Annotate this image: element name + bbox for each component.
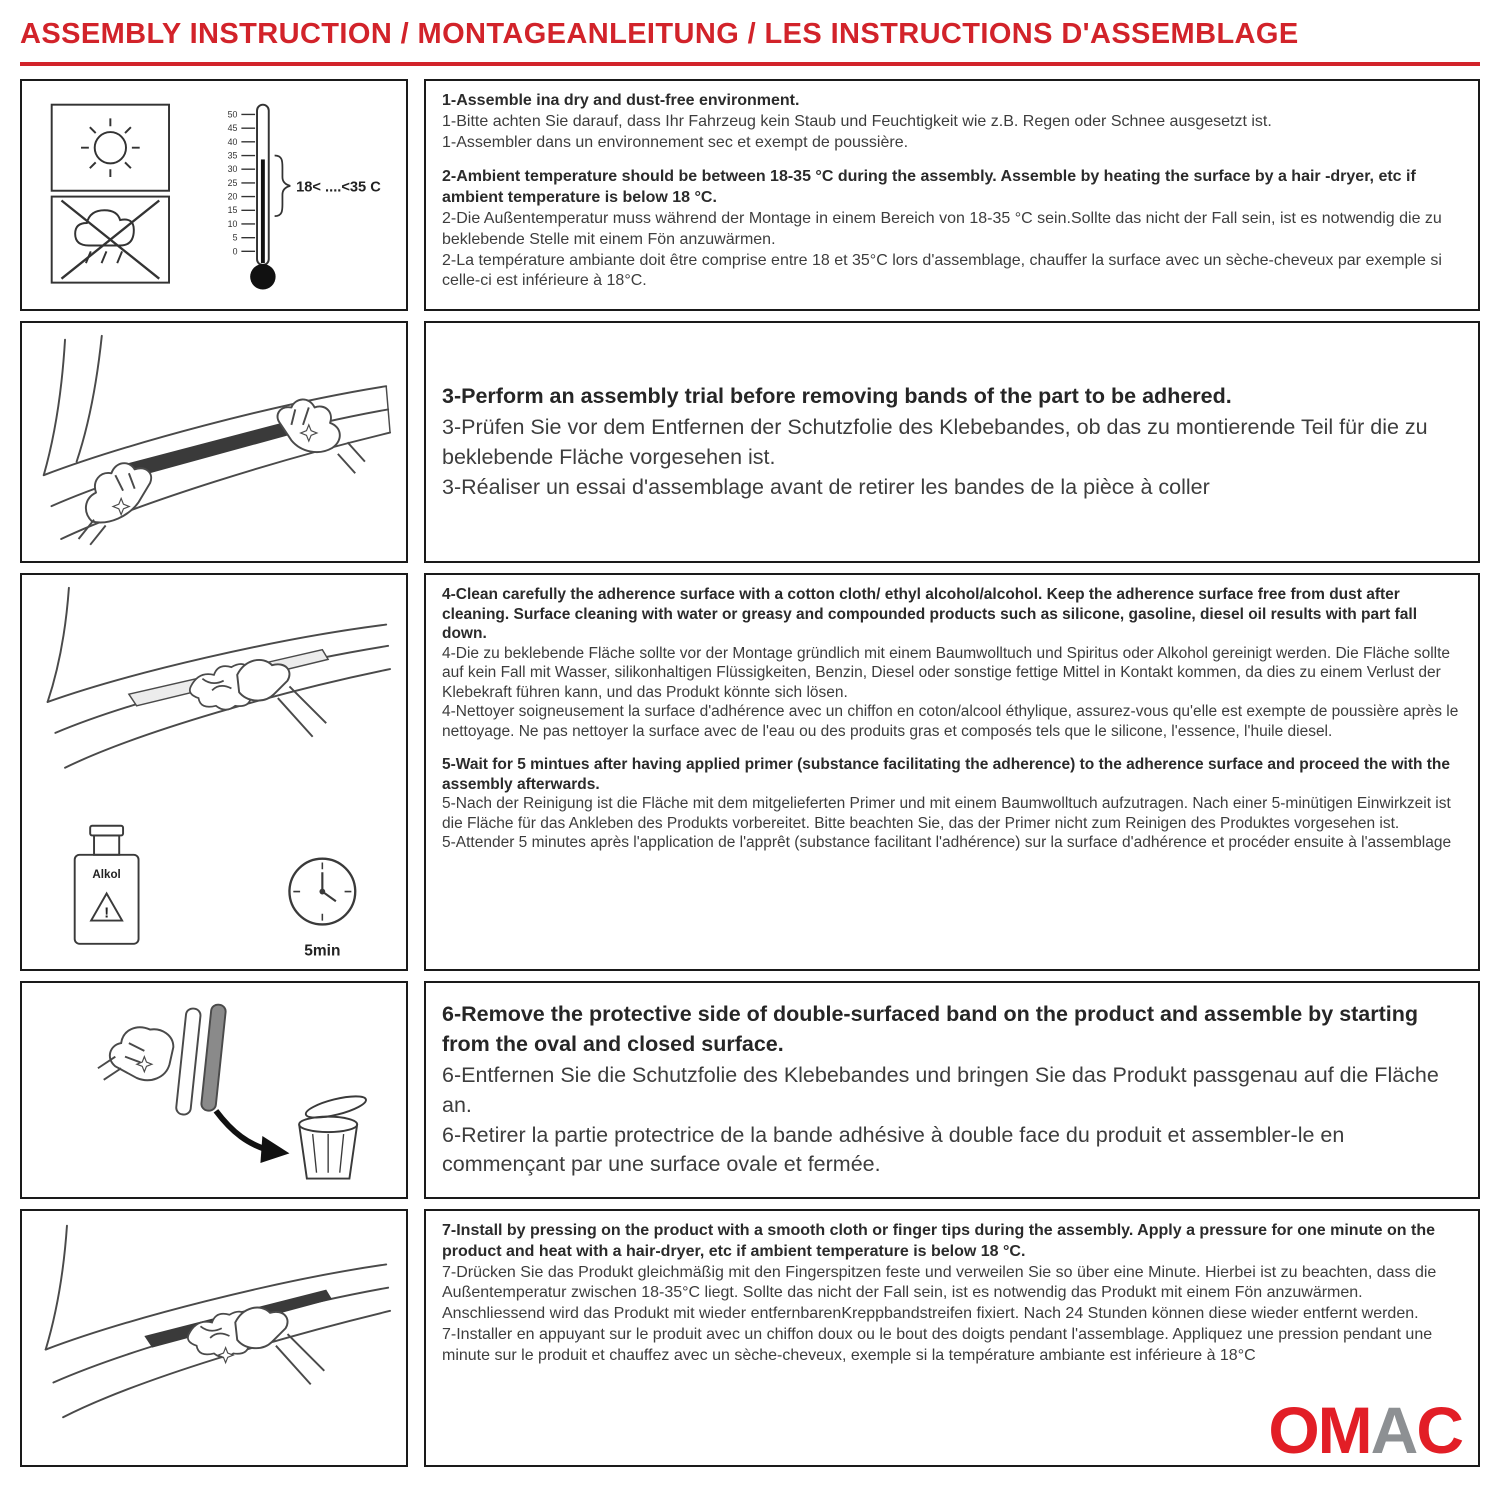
thermometer-icon xyxy=(228,105,382,290)
step3-text-fr: 3-Réaliser un essai d'assemblage avant de retirer les bandes de la pièce à coller xyxy=(442,474,1210,499)
right-hand-icon xyxy=(278,399,365,473)
illustration-box-environment xyxy=(20,79,408,311)
step1-text-de: 1-Bitte achten Sie darauf, dass Ihr Fahrzeug kein Staub und Feuchtigkeit wie z.B. Regen oder Schnee ausgesetzt ist. xyxy=(442,112,1272,130)
clock-icon xyxy=(289,859,355,925)
thermometer-scale-label: 50 xyxy=(227,109,238,120)
instruction-row-environment xyxy=(20,79,1480,311)
instruction-text-band-removal xyxy=(424,981,1480,1199)
assembly-trial-illustration xyxy=(36,332,392,553)
range-brace xyxy=(275,156,291,217)
omac-logo xyxy=(1268,1393,1462,1467)
thermometer-scale-label: 40 xyxy=(227,137,238,148)
step3-text-en: 3-Perform an assembly trial before removing bands of the part to be adhered. xyxy=(442,383,1232,408)
thermometer-scale-label: 15 xyxy=(227,205,238,216)
hand-icon xyxy=(237,660,326,737)
temperature-illustration xyxy=(38,91,390,298)
hand-icon xyxy=(98,1028,173,1081)
step1-text-en: 1-Assemble ina dry and dust-free environment. xyxy=(442,92,800,109)
band-removal-illustration xyxy=(36,987,392,1192)
page-title: ASSEMBLY INSTRUCTION / MONTAGEANLEITUNG / LES INSTRUCTIONS D'ASSEMBLAGE xyxy=(20,18,1299,50)
protective-bands xyxy=(176,1004,227,1115)
alcohol-bottle-icon xyxy=(75,826,139,944)
thermometer-scale-label: 25 xyxy=(227,178,238,189)
thermometer-scale-label: 0 xyxy=(232,246,238,257)
sun-icon xyxy=(81,119,140,178)
step5-text-en: 5-Wait for 5 mintues after having applied primer (substance facilitating the adherence) to the adherence surface and proceed the with the assembly afterwards. xyxy=(442,756,1450,793)
thermometer-scale-label: 10 xyxy=(227,219,238,230)
step3-text-de: 3-Prüfen Sie vor dem Entfernen der Schutzfolie des Klebebandes, ob das zu montierende Teil für die zu beklebende Fläche vorgesehen ist. xyxy=(442,415,1428,469)
step1-text-fr: 1-Assembler dans un environnement sec et exempt de poussière. xyxy=(442,133,909,151)
step2-text-fr: 2-La température ambiante doit être comprise entre 18 et 35°C lors d'assemblage, chauffer la surface avec un sèche-cheveux par exemple si celle-ci est inférieure à 18°C. xyxy=(442,251,1442,290)
illustration-box-pressing xyxy=(20,1209,408,1467)
instruction-row-band-removal xyxy=(20,981,1480,1199)
step2-text-en: 2-Ambient temperature should be between 18-35 °C during the assembly. Assemble by heating the surface by a hair -dryer, etc if ambient temperature is below 18 °C. xyxy=(442,168,1416,207)
step7-text-de: 7-Drücken Sie das Produkt gleichmäßig mit den Fingerspitzen feste und verweilen Sie so über eine Minute. Hierbei ist zu beachten, dass die Außentemperatur zwischen 18-35°C liegt. Sollte das nicht der Fall sein, ist es notwendig das Produkt mit einem Fön anzuwärmen. Anschliessend wird das Produkt mit wieder entfernbarenKreppbandstreifen fixiert. Nach 24 Stunden können diese wieder entfernt werden. xyxy=(442,1263,1437,1323)
step6-text-de: 6-Entfernen Sie die Schutzfolie des Klebebandes und bringen Sie das Produkt passgenau auf die Fläche an. xyxy=(442,1063,1439,1117)
warning-exclamation: ! xyxy=(104,906,110,923)
arrow-icon xyxy=(216,1111,266,1150)
step7-text-en: 7-Install by pressing on the product with a smooth cloth or finger tips during the assembly. Apply a pressure for one minute on the product and heat with a hair-dryer, etc if ambient temperature is below 18 °C. xyxy=(442,1222,1435,1260)
temperature-range-label: 18< ....<35 C xyxy=(296,180,381,197)
instruction-text-environment xyxy=(424,79,1480,311)
step4-text-en: 4-Clean carefully the adherence surface with a cotton cloth/ ethyl alcohol/alcohol. Keep the adherence surface free from dust after cleaning. Surface cleaning with water or greasy and compounded products such as silicone, gasoline, diesel oil results with part fall down. xyxy=(442,586,1418,643)
spacer xyxy=(442,741,1462,755)
left-hand-icon xyxy=(79,463,152,545)
instruction-row-trial xyxy=(20,321,1480,563)
hand-icon xyxy=(235,1308,324,1385)
illustration-box-band-removal xyxy=(20,981,408,1199)
clock-duration-label: 5min xyxy=(304,942,341,960)
thermometer-scale-label: 30 xyxy=(227,164,238,175)
instruction-text-trial xyxy=(424,321,1480,563)
illustration-box-cleaning xyxy=(20,573,408,971)
step4-text-de: 4-Die zu beklebende Fläche sollte vor der Montage gründlich mit einem Baumwolltuch und Spiritus oder Alkohol gereinigt werden. Die Fläche sollte auf kein Fall mit Wasser, silikonhaltigen Flüssigkeiten, Benzin, Diesel oder sonstige fettige Mittel in Kontakt kommen, da dies zu einem Verlust der Klebekraft führen kann, und das Produkt könnte sich lösen. xyxy=(442,644,1451,701)
trash-can-icon xyxy=(299,1092,368,1179)
step6-text-fr: 6-Retirer la partie protectrice de la bande adhésive à double face du produit et assembler-le en commençant par une surface ovale et fermée. xyxy=(442,1122,1345,1177)
instruction-row-cleaning xyxy=(20,573,1480,971)
spacer xyxy=(442,153,1462,167)
thermometer-scale-label: 35 xyxy=(227,150,238,161)
step2-text-de: 2-Die Außentemperatur muss während der Montage in einem Bereich von 18-35 °C sein.Sollte das nicht der Fall sein, ist es notwendig die zu beklebende Stelle mit einem Fön anzuwärmen. xyxy=(442,209,1442,248)
pressing-illustration xyxy=(36,1218,392,1458)
step6-text-en: 6-Remove the protective side of double-surfaced band on the product and assemble by starting from the oval and closed surface. xyxy=(442,1002,1419,1056)
logo-text-a: A xyxy=(1370,1393,1417,1467)
instruction-text-pressing xyxy=(424,1209,1480,1467)
logo-text-c: C xyxy=(1416,1393,1462,1467)
thermometer-scale-label: 45 xyxy=(227,123,238,134)
title-underline xyxy=(20,62,1480,66)
logo-text-om: OM xyxy=(1268,1393,1371,1467)
step5-text-fr: 5-Attender 5 minutes après l'application de l'apprêt (substance facilitant l'adhérence) sur la surface d'adhérence et procéder ensuite à l'assemblage xyxy=(442,834,1452,852)
thermometer-scale-label: 20 xyxy=(227,191,238,202)
arrow-head xyxy=(260,1136,289,1163)
illustration-box-trial xyxy=(20,321,408,563)
thermometer-scale-label: 5 xyxy=(232,232,238,243)
bottle-label: Alkol xyxy=(92,868,121,882)
step7-text-fr: 7-Installer en appuyant sur le produit avec un chiffon doux ou le bout des doigts pendant l'assemblage. Appliquez une pression pendant une minute sur le produit et chauffez avec un sèche-cheveux, exemple si la température ambiante est inférieure à 18°C xyxy=(442,1325,1433,1364)
no-rain-icon xyxy=(61,201,159,279)
step4-text-fr: 4-Nettoyer soigneusement la surface d'adhérence avec un chiffon en coton/alcool éthylique, assurez-vous qu'elle est exempte de poussière après le nettoyage. Ne pas nettoyer la surface avec de l'eau ou des produits gras et composés tels que le silicone, l'essence, l'huile diesel. xyxy=(442,703,1459,740)
step5-text-de: 5-Nach der Reinigung ist die Fläche mit dem mitgelieferten Primer und mit einem Baumwolltuch aufzutragen. Nach einer 5-minütigen Einwirkzeit ist die Fläche für das Ankleben des Produkts vorbereitet. Bitte beachten Sie, das der Primer nicht zum Reinigen des Produktes vorgesehen ist. xyxy=(442,795,1451,832)
instruction-text-cleaning xyxy=(424,573,1480,971)
cleaning-illustration xyxy=(36,582,392,961)
instruction-row-pressing xyxy=(20,1209,1480,1467)
